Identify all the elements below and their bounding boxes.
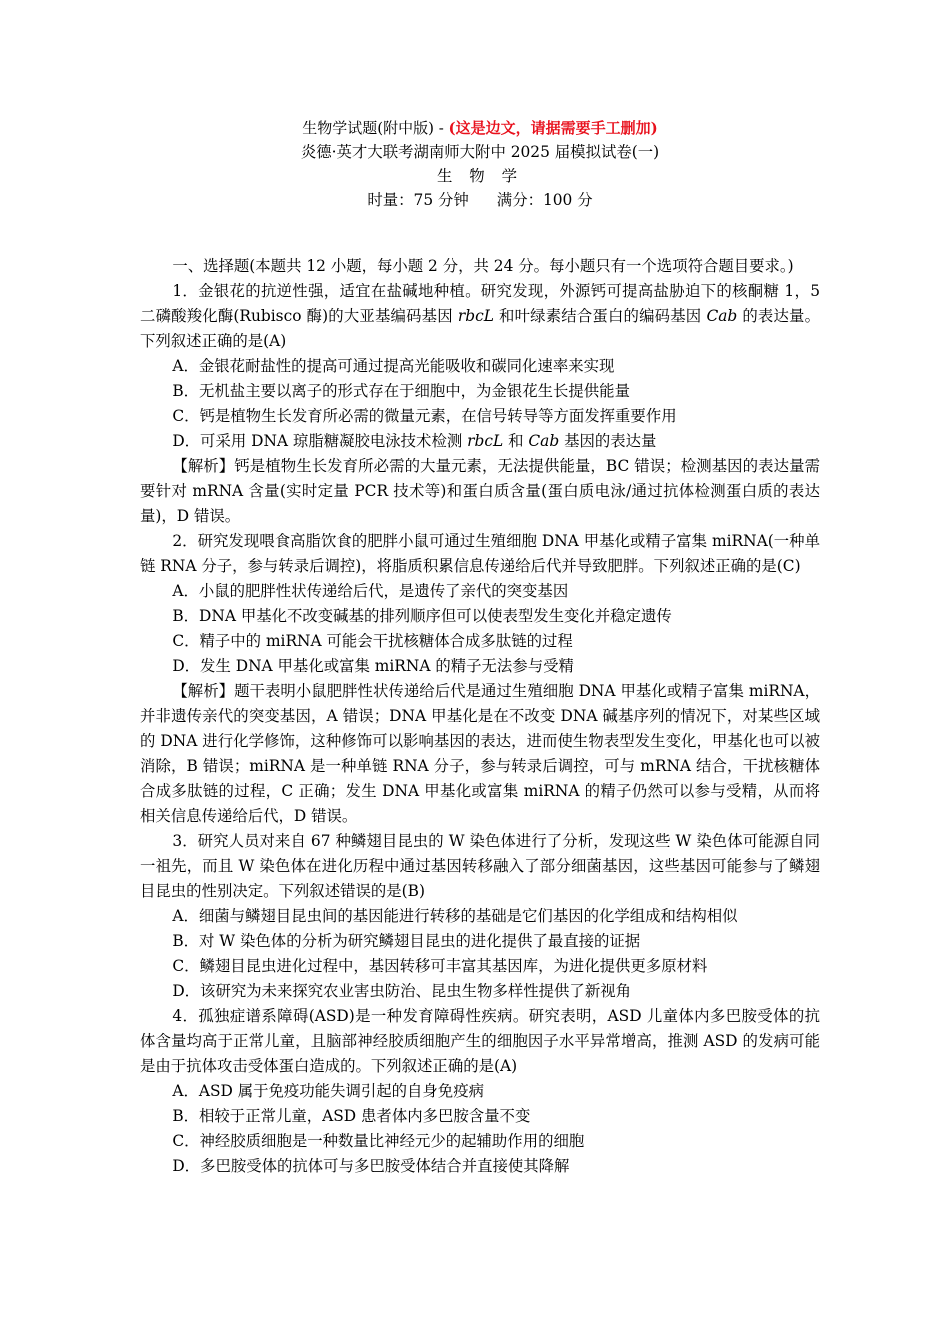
question-3-stem: 3．研究人员对来自 67 种鳞翅目昆虫的 W 染色体进行了分析，发现这些 W 染色体可能源自同一祖先，而且 W 染色体在进化历程中通过基因转移融入了部分细菌基因，这些基因可能参与了鳞翅目昆虫的性别决定。下列叙述错误的是(B) — [140, 832, 820, 900]
question-4-option-d: D．多巴胺受体的抗体可与多巴胺受体结合并直接使其降解 — [172, 1157, 570, 1175]
exam-duration: 时量：75 分钟 — [367, 191, 469, 209]
header-margin-note: (这是边文，请据需要手工删加) — [448, 119, 658, 137]
exam-time-score — [140, 188, 820, 212]
exam-title: 炎德·英才大联考湖南师大附中 2025 届模拟试卷(一) — [300, 143, 660, 161]
question-3-option-b: B．对 W 染色体的分析为研究鳞翅目昆虫的进化提供了最直接的证据 — [172, 932, 641, 950]
question-3-option-d: D．该研究为未来探究农业害虫防治、昆虫生物多样性提供了新视角 — [172, 982, 631, 1000]
gene-name: Cab — [706, 307, 738, 325]
question-4-option-b: B．相较于正常儿童，ASD 患者体内多巴胺含量不变 — [172, 1107, 531, 1125]
question-2-option-d: D．发生 DNA 甲基化或富集 miRNA 的精子无法参与受精 — [172, 657, 574, 675]
section-title: 一、选择题(本题共 12 小题，每小题 2 分，共 24 分。每小题只有一个选项符合题目要求。) — [172, 257, 794, 275]
document-header — [140, 116, 820, 212]
question-4-stem: 4．孤独症谱系障碍(ASD)是一种发育障碍性疾病。研究表明，ASD 儿童体内多巴胺受体的抗体含量均高于正常儿童，且脑部神经胶质细胞产生的细胞因子水平异常增高，推测 ASD 的发病可能是由于抗体攻击受体蛋白造成的。下列叙述正确的是(A) — [140, 1007, 820, 1075]
question-2-stem: 2．研究发现喂食高脂饮食的肥胖小鼠可通过生殖细胞 DNA 甲基化或精子富集 miRNA(一种单链 RNA 分子，参与转录后调控)，将脂质积累信息传递给后代并导致肥胖。下列叙述正确的是(C) — [140, 532, 820, 575]
question-4-option-a: A．ASD 属于免疫功能失调引起的自身免疫病 — [172, 1082, 484, 1100]
question-1-option-c: C．钙是植物生长发育所必需的微量元素，在信号转导等方面发挥重要作用 — [172, 407, 677, 425]
exam-full-score: 满分：100 分 — [496, 191, 593, 209]
question-2-option-b: B．DNA 甲基化不改变碱基的排列顺序但可以使表型发生变化并稳定遗传 — [172, 607, 672, 625]
header-line-1 — [140, 116, 820, 140]
question-4-option-c: C．神经胶质细胞是一种数量比神经元少的起辅助作用的细胞 — [172, 1132, 585, 1150]
header-title: 生物学试题(附中版) - — [302, 119, 449, 137]
gene-name: rbcL — [467, 432, 504, 450]
question-1-option-b: B．无机盐主要以离子的形式存在于细胞中，为金银花生长提供能量 — [172, 382, 630, 400]
question-3-option-a: A．细菌与鳞翅目昆虫间的基因能进行转移的基础是它们基因的化学组成和结构相似 — [172, 907, 738, 925]
subject-title: 生 物 学 — [437, 167, 523, 185]
document-page — [140, 116, 820, 1179]
question-2-analysis: 【解析】题干表明小鼠肥胖性状传递给后代是通过生殖细胞 DNA 甲基化或精子富集 miRNA，并非遗传亲代的突变基因，A 错误；DNA 甲基化是在不改变 DNA 碱基序列的情况下，对某些区域的 DNA 进行化学修饰，这种修饰可以影响基因的表达，进而使生物表型发生变化，甲基化也可以被消除，B 错误；miRNA 是一种单链 RNA 分子，参与转录后调控，可与 mRNA 结合，干扰核糖体合成多肽链的过程，C 正确；发生 DNA 甲基化或富集 miRNA 的精子仍然可以参与受精，从而将相关信息传递给后代，D 错误。 — [140, 682, 820, 825]
gene-name: Cab — [528, 432, 560, 450]
question-1-option-d: D．可采用 DNA 琼脂糖凝胶电泳技术检测 rbcL 和 Cab 基因的表达量 — [172, 432, 657, 450]
question-1-stem: 1．金银花的抗逆性强，适宜在盐碱地种植。研究发现，外源钙可提高盐胁迫下的核酮糖 1，5 二磷酸羧化酶(Rubisco 酶)的大亚基编码基因 rbcL 和叶绿素结合蛋白的编码基因 Cab 的表达量。下列叙述正确的是(A) — [140, 282, 820, 350]
question-1-option-a: A．金银花耐盐性的提高可通过提高光能吸收和碳同化速率来实现 — [172, 357, 615, 375]
question-2-option-a: A．小鼠的肥胖性状传递给后代，是遗传了亲代的突变基因 — [172, 582, 569, 600]
gene-name: rbcL — [457, 307, 494, 325]
question-2-option-c: C．精子中的 miRNA 可能会干扰核糖体合成多肽链的过程 — [172, 632, 573, 650]
question-1-analysis: 【解析】钙是植物生长发育所必需的大量元素，无法提供能量，BC 错误；检测基因的表达量需要针对 mRNA 含量(实时定量 PCR 技术等)和蛋白质含量(蛋白质电泳/通过抗体检测蛋白质的表达量)，D 错误。 — [140, 457, 820, 525]
question-3-option-c: C．鳞翅目昆虫进化过程中，基因转移可丰富其基因库，为进化提供更多原材料 — [172, 957, 708, 975]
